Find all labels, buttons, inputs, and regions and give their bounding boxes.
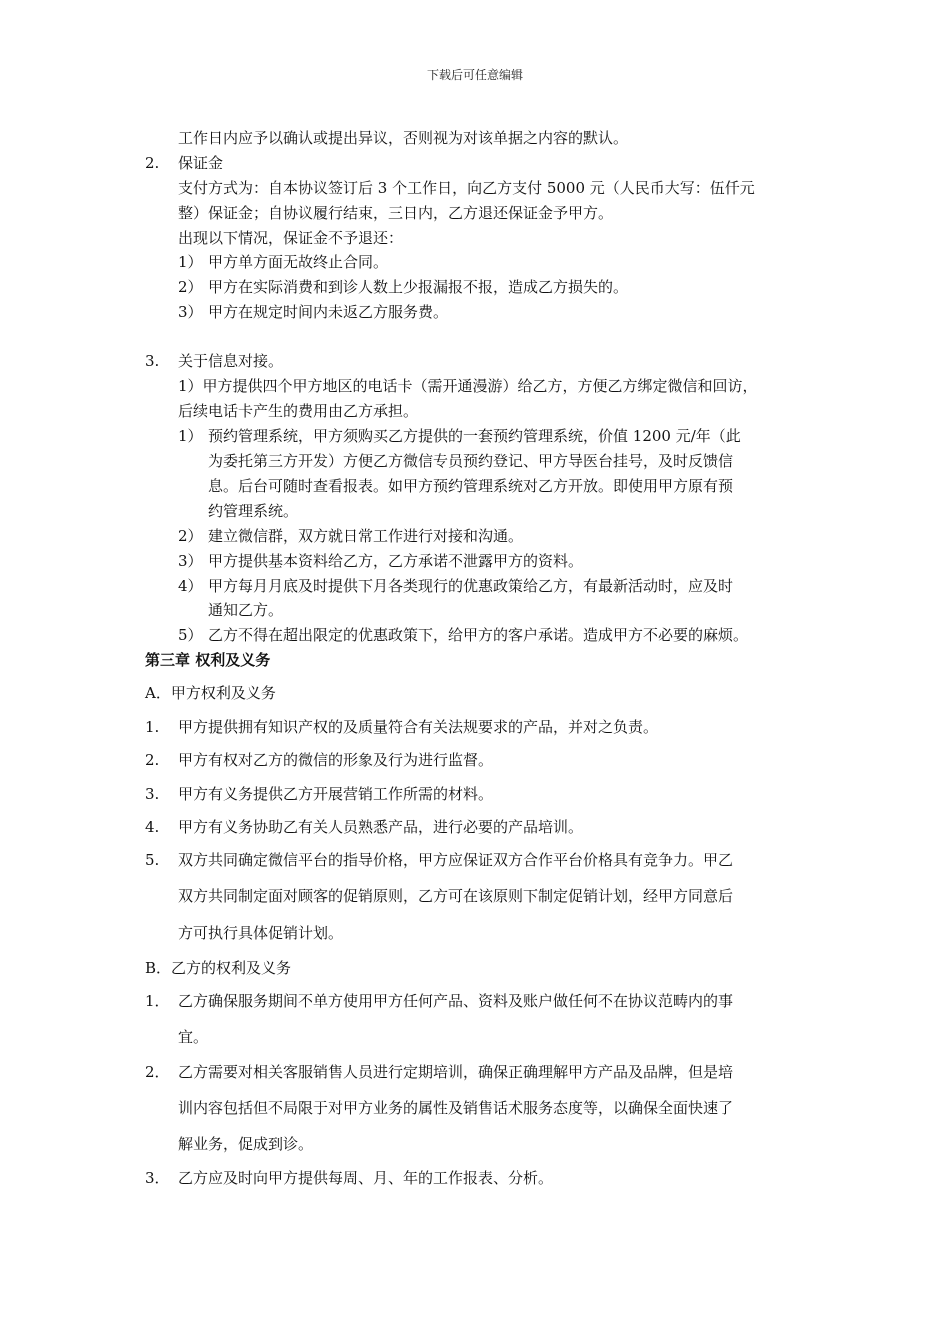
party-a-item-text: 甲方提供拥有知识产权的及质量符合有关法规要求的产品，并对之负责。 [178, 718, 659, 736]
info-item-text: 息。后台可随时查看报表。如甲方预约管理系统对乙方开放。即使用甲方原有预 [208, 477, 734, 495]
info-item-text: 乙方不得在超出限定的优惠政策下，给甲方的客户承诺。造成甲方不必要的麻烦。 [208, 626, 749, 644]
party-b-item-text: 乙方需要对相关客服销售人员进行定期培训，确保正确理解甲方产品及品牌，但是培 [178, 1063, 734, 1081]
section2-title: 保证金 [178, 154, 224, 172]
party-a-item-text: 双方共同确定微信平台的指导价格，甲方应保证双方合作平台价格具有竞争力。甲乙 [178, 851, 734, 869]
section3-number: 3. [145, 352, 160, 370]
party-b-item-number: 3． [145, 1169, 170, 1187]
page-header: 下载后可任意编辑 [426, 68, 523, 82]
phone-card-line1: 1）甲方提供四个甲方地区的电话卡（需开通漫游）给乙方，方便乙方绑定微信和回访， [178, 377, 758, 395]
deposit-payment-line1: 支付方式为：自本协议签订后 3 个工作日，向乙方支付 5000 元（人民币大写：伍仟元 [178, 179, 755, 197]
party-b-item-number: 2． [145, 1063, 170, 1081]
party-a-item-number: 2. [145, 751, 160, 769]
deposit-item-text: 甲方在规定时间内未返乙方服务费。 [208, 303, 449, 321]
party-a-item-text: 双方共同制定面对顾客的促销原则，乙方可在该原则下制定促销计划，经甲方同意后 [178, 887, 734, 905]
info-item-text: 预约管理系统，甲方须购买乙方提供的一套预约管理系统，价值 1200 元/年（此 [208, 427, 741, 445]
party-a-item-text: 甲方有义务提供乙方开展营销工作所需的材料。 [178, 785, 494, 803]
section1-continuation: 工作日内应予以确认或提出异议，否则视为对该单据之内容的默认。 [178, 129, 629, 147]
party-a-item-text: 方可执行具体促销计划。 [178, 924, 344, 942]
party-a-heading: A．甲方权利及义务 [145, 684, 276, 702]
chapter3-heading: 第三章 权利及义务 [145, 651, 271, 669]
deposit-item-text: 甲方单方面无故终止合同。 [208, 253, 389, 271]
party-b-item-text: 乙方确保服务期间不单方使用甲方任何产品、资料及账户做任何不在协议范畴内的事 [178, 992, 734, 1010]
party-a-item-text: 甲方有义务协助乙有关人员熟悉产品，进行必要的产品培训。 [178, 818, 584, 836]
deposit-item-text: 甲方在实际消费和到诊人数上少报漏报不报，造成乙方损失的。 [208, 278, 629, 296]
party-b-item-text: 解业务，促成到诊。 [178, 1135, 314, 1153]
party-a-item-text: 甲方有权对乙方的微信的形象及行为进行监督。 [178, 751, 494, 769]
phone-card-line2: 后续电话卡产生的费用由乙方承担。 [178, 402, 419, 420]
info-item-number: 1） [178, 427, 203, 445]
deposit-conditions-intro: 出现以下情况，保证金不予退还： [178, 229, 404, 247]
info-item-number: 3） [178, 552, 203, 570]
deposit-item-number: 1） [178, 253, 203, 271]
deposit-item-number: 3） [178, 303, 203, 321]
info-item-text: 甲方每月月底及时提供下月各类现行的优惠政策给乙方，有最新活动时，应及时 [208, 577, 734, 595]
info-item-text: 甲方提供基本资料给乙方，乙方承诺不泄露甲方的资料。 [208, 552, 584, 570]
party-a-item-number: 4. [145, 818, 160, 836]
info-item-number: 2） [178, 527, 203, 545]
deposit-payment-line2: 整）保证金；自协议履行结束，三日内，乙方退还保证金予甲方。 [178, 204, 614, 222]
party-b-heading: B．乙方的权利及义务 [145, 959, 292, 977]
info-item-text: 通知乙方。 [208, 601, 284, 619]
party-a-item-number: 1. [145, 718, 160, 736]
party-b-item-text: 宜。 [178, 1028, 209, 1046]
info-item-number: 5） [178, 626, 203, 644]
party-b-item-number: 1． [145, 992, 170, 1010]
party-b-item-text: 训内容包括但不局限于对甲方业务的属性及销售话术服务态度等，以确保全面快速了 [178, 1099, 734, 1117]
party-a-item-number: 3. [145, 785, 160, 803]
deposit-item-number: 2） [178, 278, 203, 296]
info-item-number: 4） [178, 577, 203, 595]
info-item-text: 为委托第三方开发）方便乙方微信专员预约登记、甲方导医台挂号，及时反馈信 [208, 452, 734, 470]
party-a-item-number: 5. [145, 851, 160, 869]
info-item-text: 建立微信群，双方就日常工作进行对接和沟通。 [208, 527, 524, 545]
section2-number: 2. [145, 154, 160, 172]
party-b-item-text: 乙方应及时向甲方提供每周、月、年的工作报表、分析。 [178, 1169, 554, 1187]
section3-title: 关于信息对接。 [178, 352, 284, 370]
info-item-text: 约管理系统。 [208, 502, 299, 520]
